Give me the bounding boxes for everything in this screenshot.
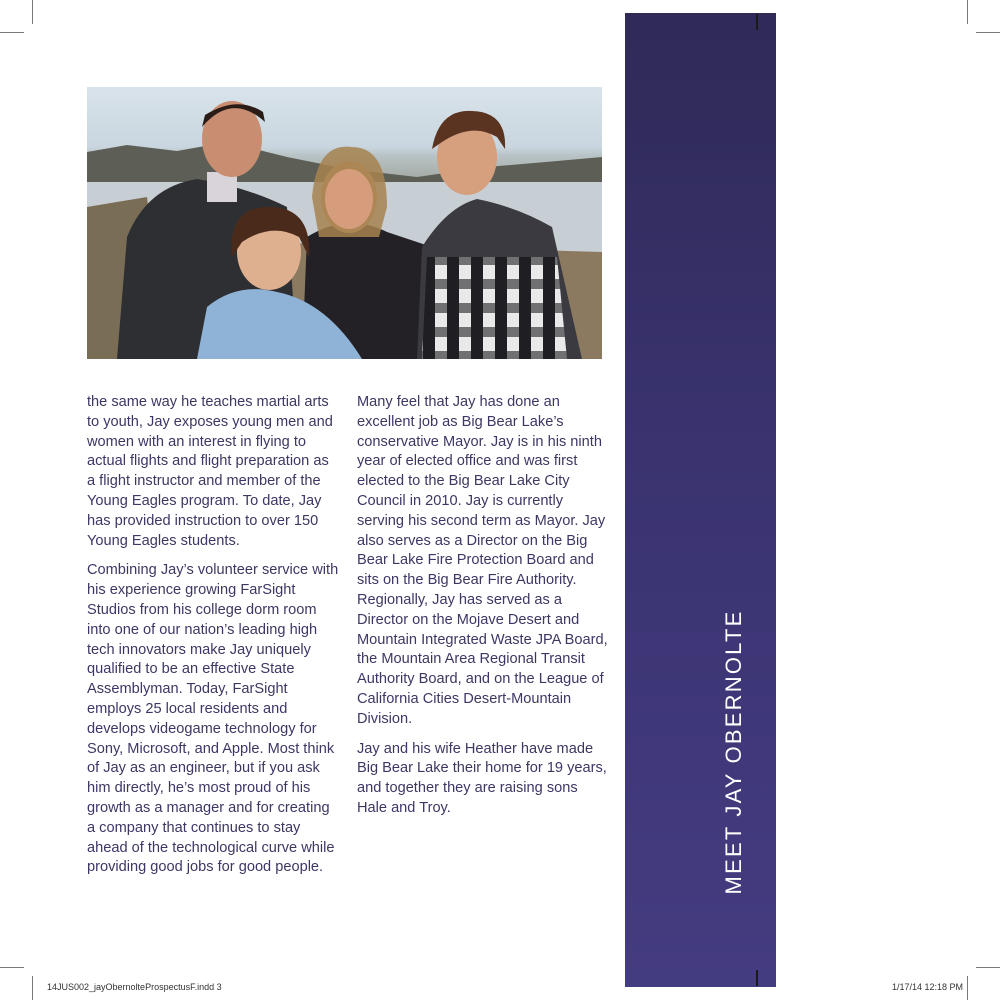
trim-tick (756, 970, 758, 986)
crop-mark (967, 0, 968, 24)
band-title: MEET JAY OBERNOLTE (721, 609, 746, 895)
crop-mark (0, 32, 24, 33)
paragraph: Jay and his wife Heather have made Big Bear Lake their home for 19 years, and together they are raising sons Hale and Troy. (357, 740, 607, 816)
paragraph: the same way he teaches martial arts to youth, Jay exposes young men and women with an interest in flying to actual flights and flight preparation as a flight instructor and member of the Young Eagles program. To date, Jay has provided instruction to over 150 Young Eagles students. (87, 394, 333, 549)
crop-mark (976, 32, 1000, 33)
paragraph: Many feel that Jay has done an excellent job as Big Bear Lake’s conservative Mayor. Jay is in his ninth year of elected office and was first elected to the Big Bear Lake City Council in 2010. Jay is currently serving his second term as Mayor. Jay also serves as a Director on the Big Bear Lake Fire Protection Board and sits on the Big Bear Fire Authority. Regionally, Jay has served as a Director on the Mojave Desert and Mountain Integrated Waste JPA Board, the Mountain Area Regional Transit Authority Board, and on the League of California Cities Desert-Mountain Division. (357, 394, 608, 727)
family-photo (87, 87, 602, 359)
right-column (357, 393, 609, 829)
paragraph: Combining Jay’s volunteer service with his experience growing FarSight Studios from his college dorm room into one of our nation’s leading high tech innovators make Jay uniquely qualified to be an effective State Assemblyman. Today, FarSight employs 25 local residents and develops videogame technology for Sony, Microsoft, and Apple. Most think of Jay as an engineer, but if you ask him directly, he’s most proud of his growth as a manager and for creating a company that continues to stay ahead of the technological curve while providing good jobs for good people. (87, 562, 339, 876)
crop-mark (0, 967, 24, 968)
slug-timestamp: 1/17/14 12:18 PM (891, 982, 963, 992)
crop-mark (976, 967, 1000, 968)
title-band (625, 13, 776, 987)
crop-mark (32, 0, 33, 24)
slug-filename: 14JUS002_jayObernolteProspectusF.indd 3 (47, 982, 222, 992)
trim-tick (756, 14, 758, 30)
left-column (87, 393, 339, 888)
crop-mark (32, 976, 33, 1000)
crop-mark (967, 976, 968, 1000)
